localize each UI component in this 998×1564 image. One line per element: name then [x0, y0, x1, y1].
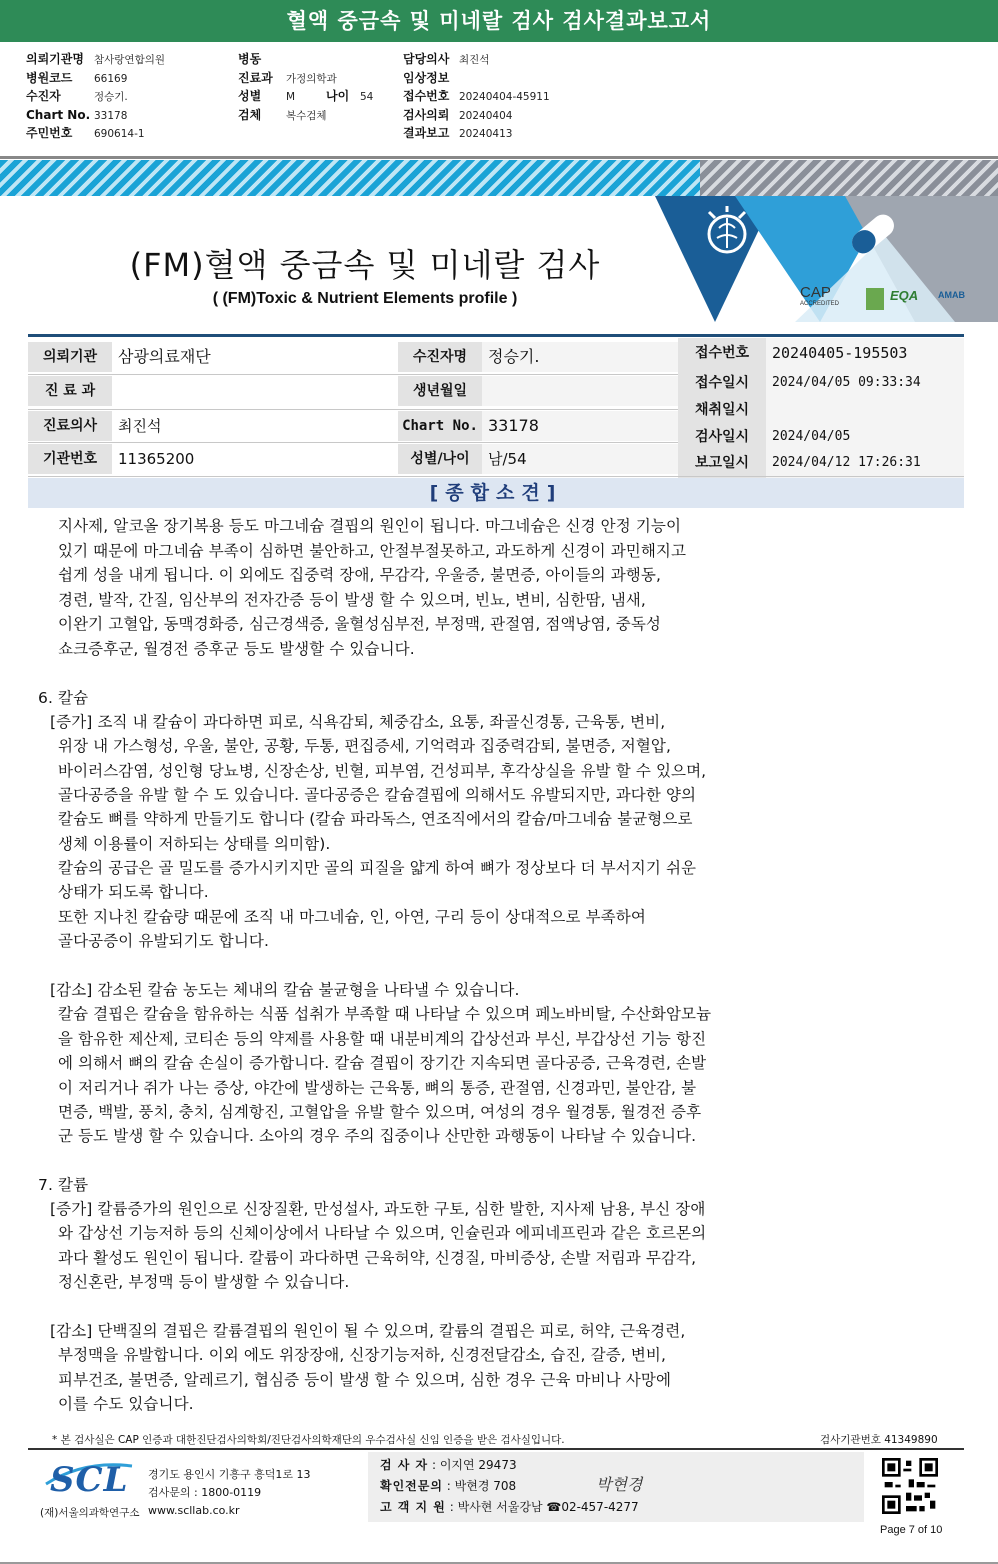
report-banner-title: 혈액 중금속 및 미네랄 검사 검사결과보고서 [0, 0, 998, 42]
table-rule [28, 476, 964, 477]
patient-info-table [28, 334, 964, 474]
chart-value: 33178 [482, 411, 678, 441]
text-line: 면증, 백발, 풍치, 충치, 심계항진, 고혈압을 유발 할수 있으며, 여성의 경우 월경통, 월경전 증후 [58, 1103, 702, 1121]
lab-website[interactable]: www.scllab.co.kr [148, 1504, 240, 1517]
accession-value: 20240405-195503 [766, 338, 964, 368]
order-divider [0, 156, 998, 159]
lab-registration-number: 검사기관번호 41349890 [820, 1434, 938, 1446]
institution-label: 의뢰기관 [28, 342, 112, 372]
text-line: 피부건조, 불면증, 알레르기, 협심증 등이 발생 할 수 있으며, 심한 경우 근육 마비나 사망에 [58, 1371, 672, 1389]
institution-value: 삼광의료재단 [118, 347, 211, 366]
order-value: 가정의학과 [286, 72, 337, 85]
specialist-label: 확인전문의 [380, 1479, 443, 1493]
summary-heading: [종합소견] [28, 478, 964, 508]
text-line: 바이러스감염, 성인형 당뇨병, 신장손상, 빈혈, 피부염, 건성피부, 후각상실을 유발 할 수 있으며, [58, 762, 707, 780]
text-line: [증가] 조직 내 칼슘이 과다하면 피로, 식욕감퇴, 체중감소, 요통, 좌골신경통, 근육통, 변비, [50, 713, 666, 731]
order-label: 임상정보 [403, 70, 450, 85]
text-line: 쉽게 성을 내게 됩니다. 이 외에도 집중력 장애, 무감각, 우울증, 불면증, 아이들의 과행동, [58, 566, 661, 584]
doctor-label: 진료의사 [28, 411, 112, 441]
order-value: 33178 [94, 109, 128, 122]
order-value: 66169 [94, 72, 128, 85]
chart-label: Chart No. [398, 411, 482, 441]
received-value: 2024/04/05 09:33:34 [766, 368, 964, 398]
text-line: 군 등도 발생 할 수 있습니다. 소아의 경우 주의 집중이나 산만한 과행동이 나타날 수 있습니다. [58, 1127, 697, 1145]
accreditation-note: * 본 검사실은 CAP 인증과 대한진단검사의학회/진단검사의학재단의 우수검사실 신임 인증을 받은 검사실입니다. [52, 1434, 565, 1446]
text-line: 또한 지나친 칼슘량 때문에 조직 내 마그네슘, 인, 아연, 구리 등이 상대적으로 부족하여 [58, 908, 646, 926]
order-label: 검체 [238, 107, 262, 122]
collected-label: 채취일시 [678, 395, 766, 425]
reported-value: 2024/04/12 17:26:31 [766, 448, 964, 478]
text-line: 위장 내 가스형성, 우울, 불안, 공황, 두통, 편집증세, 기억력과 집중력감퇴, 불면증, 저혈압, [58, 737, 672, 755]
text-line: 칼슘도 뼈를 약하게 만들기도 합니다 (칼슘 파라독스, 연조직에서의 칼슘/마그네슘 불균형으로 [58, 810, 693, 828]
order-value: 최진석 [459, 54, 490, 66]
order-label: 접수번호 [403, 89, 450, 103]
birth-label: 생년월일 [398, 376, 482, 406]
tester-value: : 이지연 29473 [431, 1458, 517, 1472]
table-rule [28, 442, 678, 443]
order-info-col2 [238, 50, 373, 124]
lm-logo [866, 288, 884, 310]
reported-label: 보고일시 [678, 448, 766, 478]
name-label: 수진자명 [398, 342, 482, 372]
order-value: 참사랑연합의원 [94, 54, 166, 66]
text-line: 에 의해서 뼈의 칼슘 손실이 증가합니다. 칼슘 결핍이 장기간 지속되면 골다공증, 근육경련, 손발 [58, 1054, 707, 1072]
header-stripe [0, 160, 700, 196]
order-label: 수진자 [26, 89, 61, 103]
text-line: 지사제, 알코올 장기복용 등도 마그네슘 결핍의 원인이 됩니다. 마그네슘은 신경 안정 기능이 [58, 517, 682, 535]
amab-logo: AMAB [938, 290, 965, 300]
section-heading: 6. 칼슘 [38, 689, 89, 707]
qr-code-icon[interactable] [882, 1458, 938, 1514]
lab-address: 경기도 용인시 기흥구 흥덕1로 13 [148, 1468, 311, 1481]
report-title: (FM)혈액 중금속 및 미네랄 검사 [129, 246, 601, 284]
received-label: 접수일시 [678, 368, 766, 398]
text-line: 와 갑상선 기능저하 등의 신체이상에서 나타날 수 있으며, 인슐린과 에피네프린과 같은 호르몬의 [58, 1224, 707, 1242]
order-value: 20240404 [459, 109, 513, 122]
order-value: 54 [360, 91, 374, 103]
accession-label: 접수번호 [678, 338, 766, 368]
order-value: 690614-1 [94, 128, 145, 140]
text-line: [증가] 칼륨증가의 원인으로 신장질환, 만성설사, 과도한 구토, 심한 발한, 지사제 남용, 부신 장애 [50, 1200, 706, 1218]
text-line: 이를 수도 있습니다. [58, 1395, 194, 1413]
lab-phone: 검사문의 : 1800-0119 [148, 1486, 262, 1499]
text-line: 쇼크증후군, 월경전 증후군 등도 발생할 수 있습니다. [58, 640, 415, 658]
sexage-label: 성별/나이 [398, 444, 482, 474]
text-line: [감소] 감소된 칼슘 농도는 체내의 칼슘 불균형을 나타낼 수 있습니다. [50, 981, 520, 999]
page-number: Page 7 of 10 [880, 1524, 943, 1536]
text-line: 있기 때문에 마그네슘 부족이 심하면 불안하고, 안절부절못하고, 과도하게 신경이 과민해지고 [58, 542, 687, 560]
order-info-col1 [26, 50, 165, 143]
collected-value [766, 395, 964, 425]
table-rule [28, 409, 678, 410]
order-label: 주민번호 [26, 126, 73, 140]
inst-no-value: 11365200 [118, 450, 195, 468]
eqa-logo: EQA [890, 288, 919, 303]
order-value: M [286, 91, 296, 103]
text-line: 칼슘 결핍은 칼슘을 함유하는 식품 섭취가 부족할 때 나타날 수 있으며 페노바비탈, 수산화암모늄 [58, 1005, 712, 1023]
order-info [0, 42, 998, 158]
handwritten-signature: 박현경 [596, 1475, 643, 1494]
order-label: 병동 [238, 52, 262, 66]
table-rule [28, 374, 678, 375]
dept-label: 진 료 과 [28, 376, 112, 406]
text-line: 경련, 발작, 간질, 임산부의 전자간증 등이 발생 할 수 있으며, 빈뇨, 변비, 심한땀, 냄새, [58, 591, 646, 609]
text-line: 과다 활성도 원인이 됩니다. 칼륨이 과다하면 근육허약, 신경질, 마비증상, 손발 저림과 무감각, [58, 1249, 697, 1267]
order-value: 정승기. [94, 91, 128, 103]
text-line: 부정맥을 유발합니다. 이외 에도 위장장애, 신장기능저하, 신경전달감소, 습진, 갈증, 변비, [58, 1346, 666, 1364]
inst-no-label: 기관번호 [28, 444, 112, 474]
specialist-value: : 박현경 708 [446, 1479, 517, 1493]
report-subtitle: ( (FM)Toxic & Nutrient Elements profile ) [212, 290, 518, 307]
order-label: 나이 [326, 89, 350, 103]
order-info-col3 [403, 50, 550, 143]
text-line: 상태가 되도록 합니다. [58, 883, 209, 901]
order-value: 20240413 [459, 128, 513, 140]
order-value: 복수검체 [286, 109, 327, 122]
order-label: 의뢰기관명 [26, 52, 84, 66]
support-label: 고 객 지 원 [380, 1500, 446, 1514]
text-line: 생체 이용률이 저하되는 상태를 의미함). [58, 835, 331, 853]
birth-value [482, 376, 678, 406]
text-line: 골다공증을 유발 할 수 도 있습니다. 골다공증은 칼슘결핍에 의해서도 유발되지만, 과다한 양의 [58, 786, 697, 804]
tested-value: 2024/04/05 [766, 422, 964, 452]
order-label: 담당의사 [403, 52, 450, 66]
order-label: Chart No. [26, 107, 91, 122]
doctor-value: 최진석 [118, 417, 162, 435]
text-line: 정신혼란, 부정맥 등이 발생할 수 있습니다. [58, 1273, 350, 1291]
order-label: 성별 [238, 89, 262, 103]
order-label: 결과보고 [403, 126, 450, 140]
support-value: : 박사현 서울강남 ☎02-457-4277 [449, 1500, 639, 1514]
name-value: 정승기. [482, 342, 678, 372]
cap-logo-text: CAP [800, 284, 831, 301]
text-line: 을 함유한 제산제, 코티손 등의 약제를 사용할 때 내분비계의 갑상선과 부신, 부갑상선 기능 항진 [58, 1030, 707, 1048]
text-line: [감소] 단백질의 결핍은 칼륨결핍의 원인이 될 수 있으며, 칼륨의 결핍은 피로, 허약, 근육경련, [50, 1322, 686, 1340]
text-line: 이 저리거나 쥐가 나는 증상, 야간에 발생하는 근육통, 뼈의 통증, 관절염, 신경과민, 불안감, 불 [58, 1079, 697, 1097]
scl-logo: SCL [50, 1460, 129, 1500]
header-stripe-gray [700, 160, 998, 196]
text-line: 골다공증이 유발되기도 합니다. [58, 932, 270, 950]
sexage-value: 남/54 [482, 444, 678, 474]
tested-label: 검사일시 [678, 422, 766, 452]
tester-label: 검 사 자 [380, 1458, 429, 1472]
cap-logo [800, 284, 839, 307]
section-heading: 7. 칼륨 [38, 1176, 89, 1194]
dept-value [112, 376, 398, 406]
footer-divider [28, 1448, 964, 1450]
order-label: 검사의뢰 [403, 107, 450, 122]
lab-contact [148, 1466, 311, 1520]
order-value: 20240404-45911 [459, 91, 550, 103]
order-label: 병원코드 [26, 70, 73, 85]
lab-name: (재)서울의과학연구소 [40, 1507, 140, 1519]
order-label: 진료과 [238, 70, 273, 85]
cap-logo-sub: ACCREDITED [800, 301, 840, 307]
text-line: 칼슘의 공급은 골 밀도를 증가시키지만 골의 피질을 얇게 하여 뼈가 정상보다 더 부서지기 쉬운 [58, 859, 697, 877]
text-line: 이완기 고혈압, 동맥경화증, 심근경색증, 울혈성심부전, 부정맥, 관절염, 점액낭염, 중독성 [58, 615, 661, 633]
